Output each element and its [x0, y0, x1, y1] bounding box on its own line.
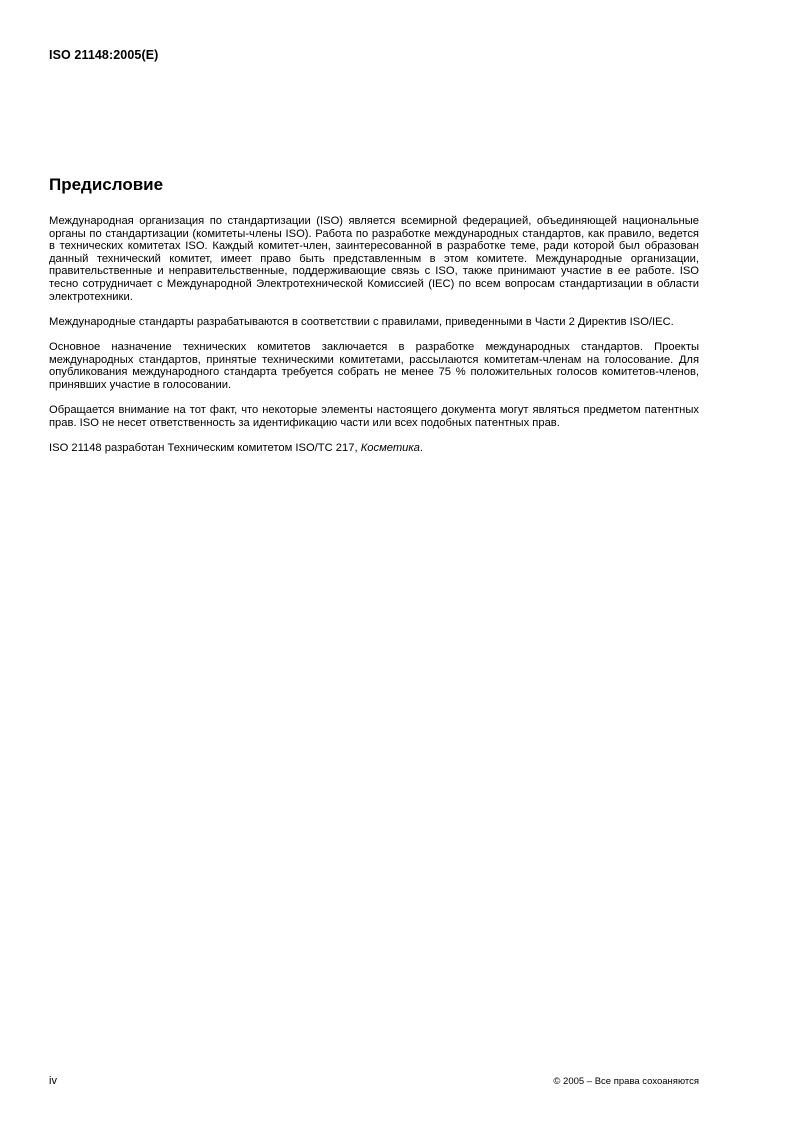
copyright-notice: © 2005 – Все права сохоаняются: [553, 1076, 699, 1087]
document-code: ISO 21148:2005(E): [49, 48, 159, 62]
paragraph-prepared-by: [49, 442, 699, 455]
foreword-body: [49, 215, 699, 467]
paragraph-committees-task: Основное назначение технических комитетов заключается в разработке международных стандартов. Проекты международных стандартов, принятые техническими комитетами, рассылаются комитетам-членам на голосование. Для опубликования международного стандарта требуется собрать не менее 75 % положительных голосов комитетов-членов, принявших участие в голосовании.: [49, 340, 699, 391]
paragraph-patent-rights: Обращается внимание на тот факт, что некоторые элементы настоящего документа могут являться предметом патентных прав. ISO не несет ответственность за идентификацию части или всех подобных патентных прав.: [49, 403, 699, 429]
section-title: Предисловие: [49, 175, 164, 194]
page-number: iv: [49, 1075, 57, 1087]
paragraph-iso-organization: Международная организация по стандартизации (ISO) является всемирной федерацией, объединяющей национальные органы по стандартизации (комитеты-члены ISO). Работа по разработке международных стандартов, как правило, ведется в технических комитетах ISO. Каждый комитет-член, заинтересованной в разработке теме, ради которой был образован данный технический комитет, имеет право быть представленным в этом комитете. Международные организации, правительственные и неправительственные, поддерживающие связь с ISO, также принимают участие в ее работе. ISO тесно сотрудничает с Международной Электротехнической Комиссией (IEC) по всем вопросам стандартизации в области электротехники.: [49, 215, 699, 303]
paragraph-directives: Международные стандарты разрабатываются в соответствии с правилами, приведенными в Части 2 Директив ISO/IEC.: [49, 315, 674, 328]
prepared-by-text: ISO 21148 разработан Техническим комитетом ISO/TC 217,: [49, 441, 361, 454]
prepared-by-end: .: [419, 441, 424, 454]
committee-subject: Косметика: [360, 441, 420, 454]
